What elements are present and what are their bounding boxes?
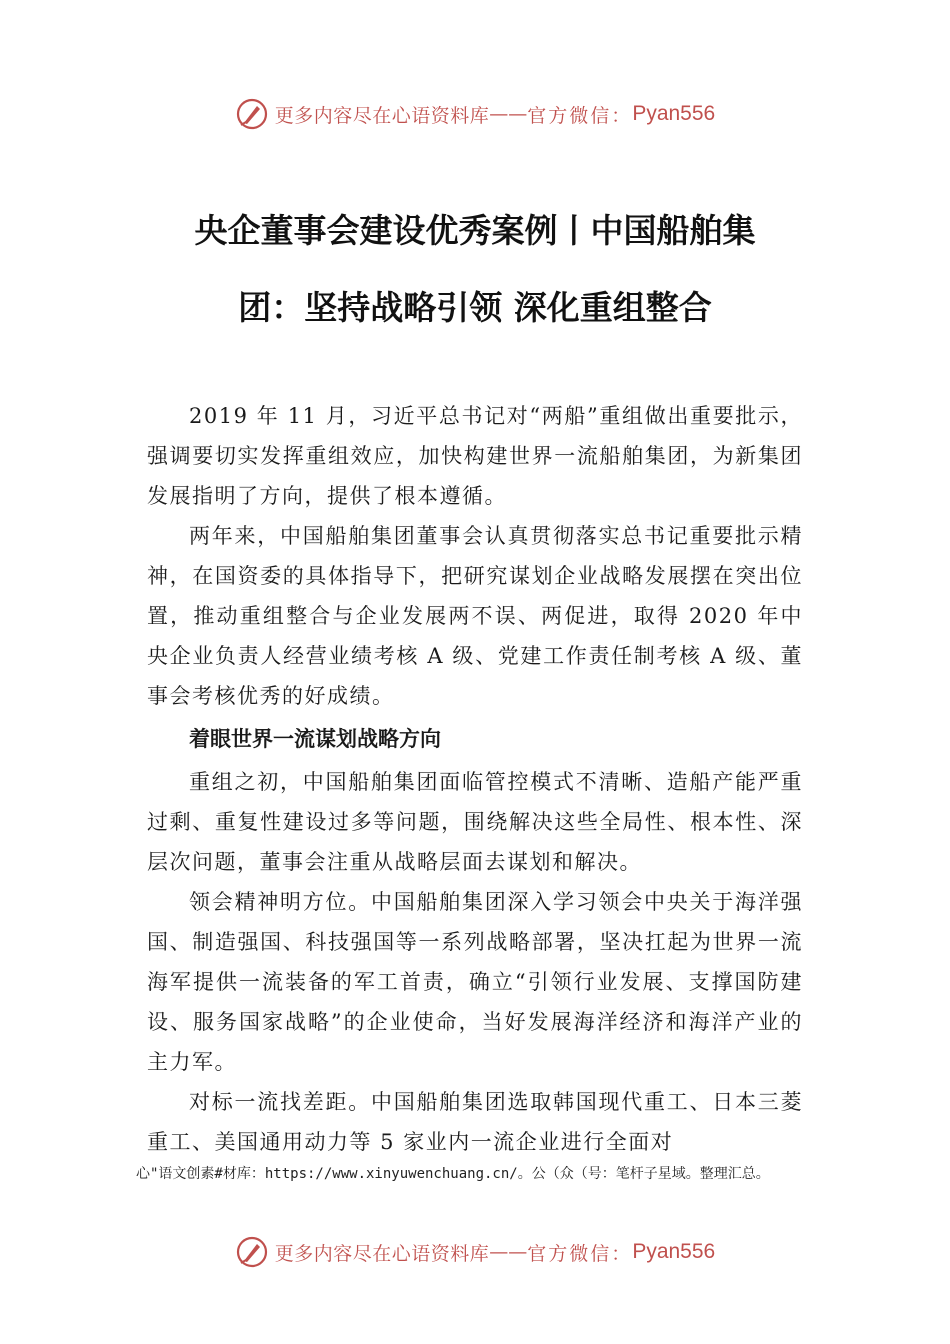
banner-brand-text: 更多内容尽在心语资料库 — [274, 104, 490, 127]
banner-wechat-id: Pyan556 — [632, 102, 716, 125]
source-footnote: 心"语文创素#材库：https://www.xinyuwenchuang.cn/。公（众（号：笔杆子星域。整理汇总。 — [136, 1166, 770, 1182]
paragraph-4: 领会精神明方位。中国船舶集团深入学习领会中央关于海洋强国、制造强国、科技强国等一系列战略部署，坚决扛起为世界一流海军提供一流装备的军工首责，确立“引领行业发展、支撑国防建设、服务国家战略”的企业使命，当好发展海洋经济和海洋产业的主力军。 — [147, 890, 803, 1074]
document-title-line-2: 团：坚持战略引领 深化重组整合 — [238, 288, 712, 327]
banner-separator: —— — [489, 103, 528, 125]
banner-brand-text: 更多内容尽在心语资料库 — [274, 1242, 490, 1265]
footer-banner — [0, 1232, 950, 1272]
section-heading: 着眼世界一流谋划战略方向 — [189, 727, 441, 751]
paragraph-1: 2019 年 11 月，习近平总书记对“两船”重组做出重要批示，强调要切实发挥重组效应，加快构建世界一流船舶集团，为新集团发展指明了方向，提供了根本遵循。 — [147, 404, 803, 508]
document-title-line-1: 央企董事会建设优秀案例丨中国船舶集 — [194, 211, 756, 250]
document-body — [147, 396, 803, 1162]
banner-separator: —— — [489, 1241, 528, 1263]
banner-wechat-label: 官方微信： — [527, 1242, 633, 1265]
quill-pen-logo-icon — [235, 97, 269, 131]
paragraph-5: 对标一流找差距。中国船舶集团选取韩国现代重工、日本三菱重工、美国通用动力等 5 家业内一流企业进行全面对 — [147, 1090, 803, 1154]
quill-pen-logo-icon — [235, 1235, 269, 1269]
banner-wechat-label: 官方微信： — [527, 104, 633, 127]
header-banner — [0, 94, 950, 134]
paragraph-3: 重组之初，中国船舶集团面临管控模式不清晰、造船产能严重过剩、重复性建设过多等问题，围绕解决这些全局性、根本性、深层次问题，董事会注重从战略层面去谋划和解决。 — [147, 770, 803, 874]
banner-wechat-id: Pyan556 — [632, 1240, 716, 1263]
paragraph-2: 两年来，中国船舶集团董事会认真贯彻落实总书记重要批示精神，在国资委的具体指导下，把研究谋划企业战略发展摆在突出位置，推动重组整合与企业发展两不误、两促进，取得 2020 年中央企业负责人经营业绩考核 A 级、党建工作责任制考核 A 级、董事会考核优秀的好成绩。 — [147, 524, 803, 708]
